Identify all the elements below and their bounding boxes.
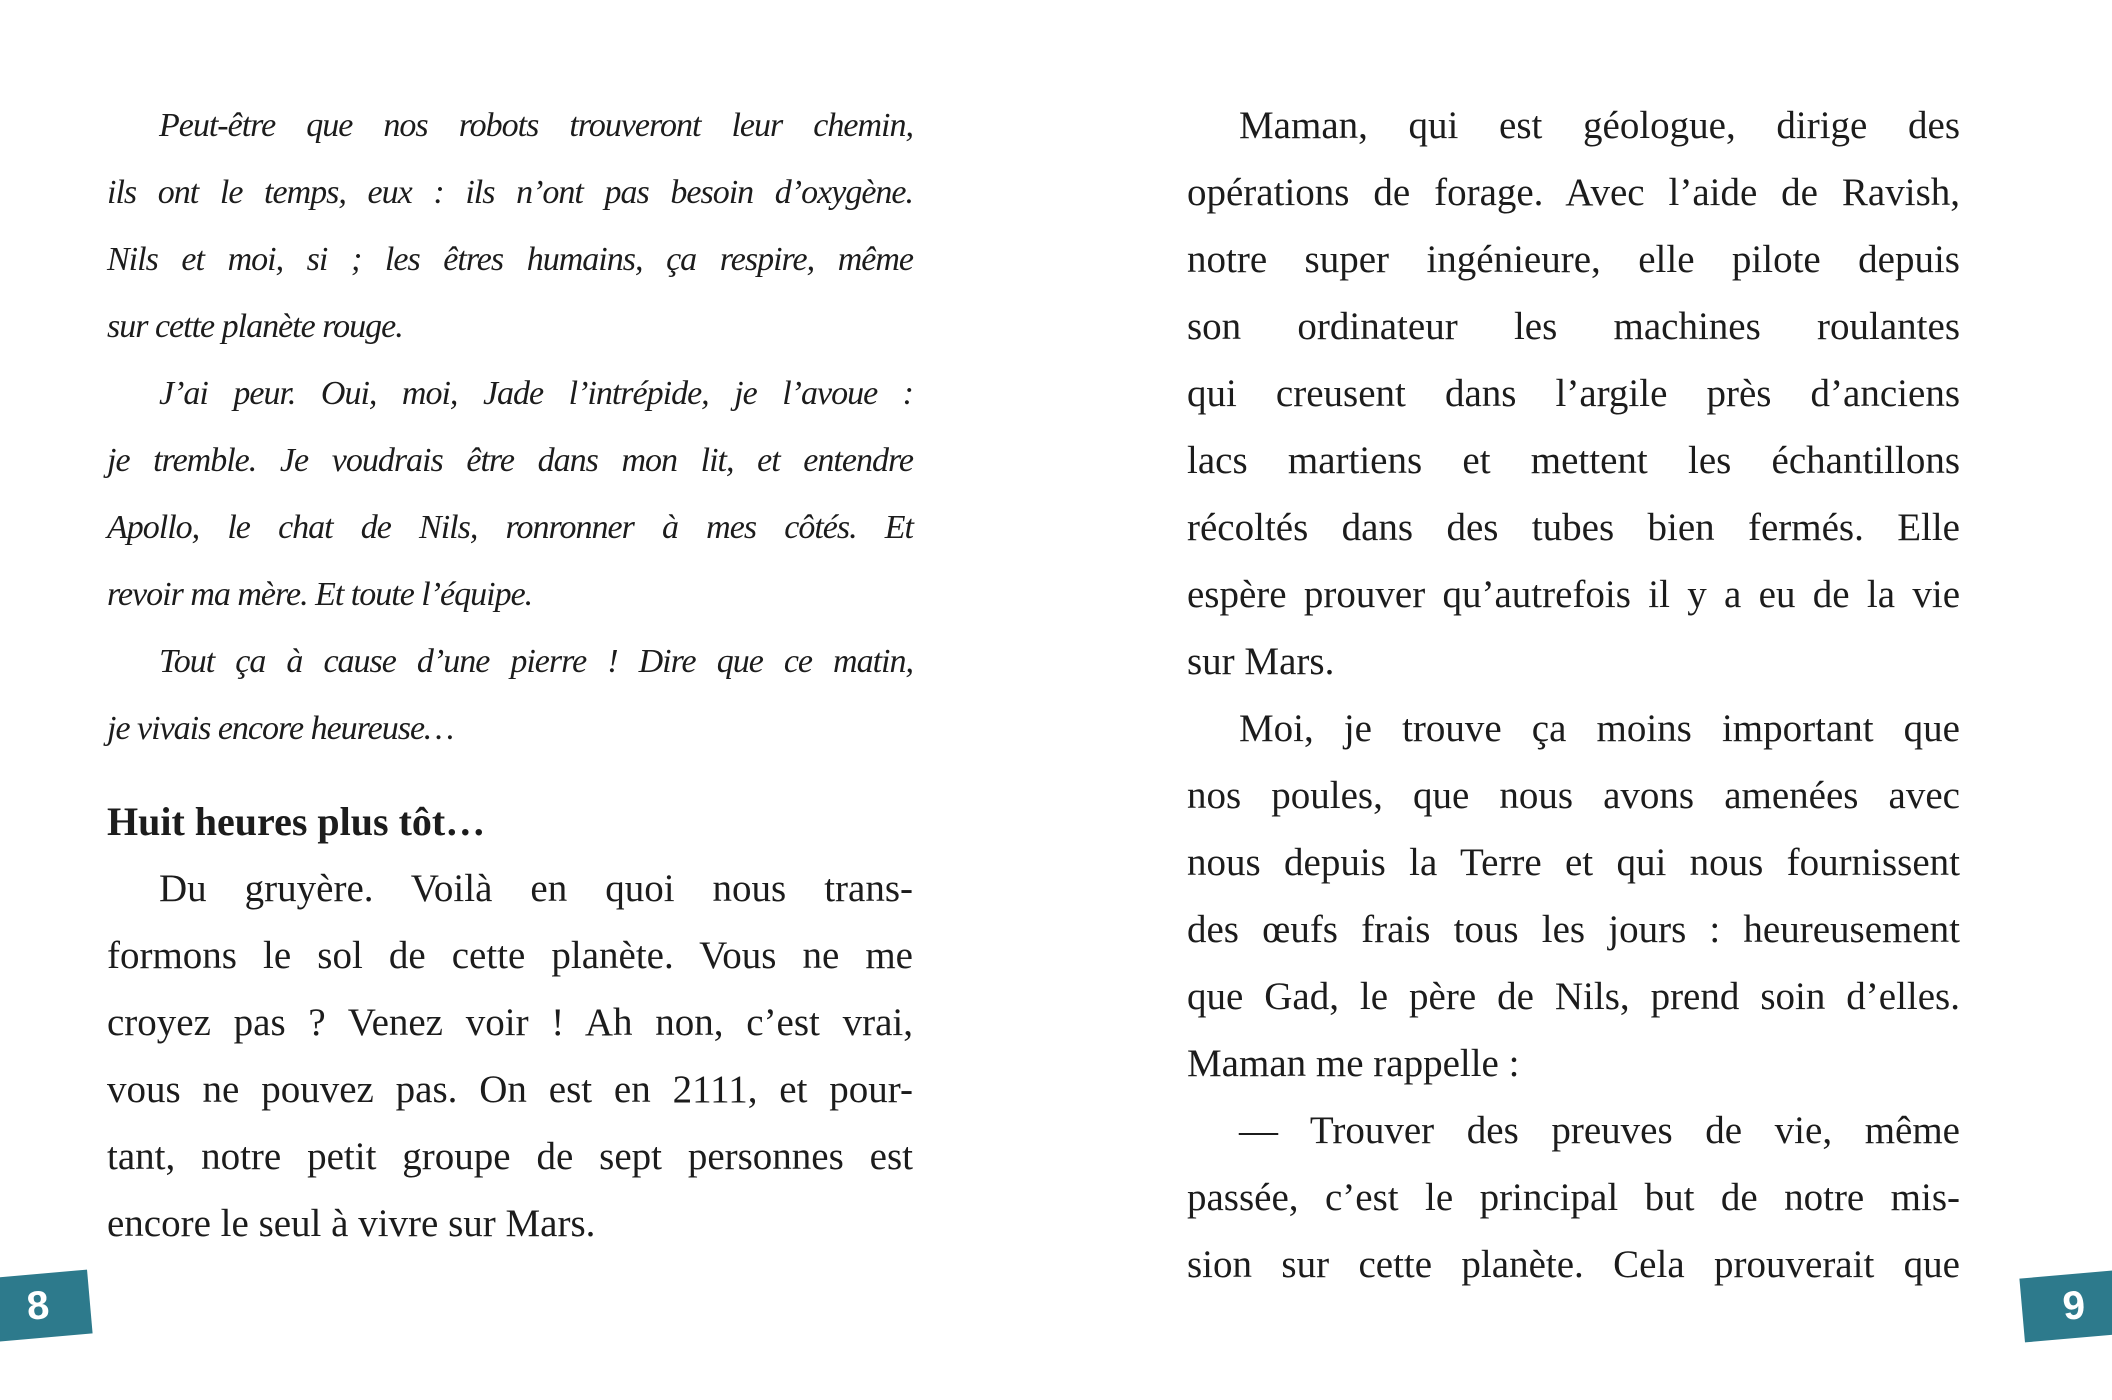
section-heading <box>107 788 913 855</box>
paragraph <box>107 628 913 762</box>
page-number-tab-right <box>2019 1270 2112 1343</box>
text-line: des œufs frais tous les jours : heureusement <box>1187 908 1960 951</box>
page-number-right: 9 <box>2060 1282 2087 1329</box>
text-line: passée, c’est le principal but de notre mis- <box>1187 1176 1960 1219</box>
text-line: nous depuis la Terre et qui nous fournissent <box>1187 841 1960 884</box>
text-line: encore le seul à vivre sur Mars. <box>107 1202 596 1245</box>
text-line: sion sur cette planète. Cela prouverait que <box>1187 1243 1960 1286</box>
paragraph <box>107 92 913 360</box>
paragraph <box>107 360 913 628</box>
text-line: Apollo, le chat de Nils, ronronner à mes côtés. Et <box>107 509 913 546</box>
text-line: Moi, je trouve ça moins important que <box>1239 707 1960 750</box>
page-right-text-column <box>1187 92 1960 1298</box>
text-line: Tout ça à cause d’une pierre ! Dire que ce matin, <box>159 643 913 680</box>
text-line: formons le sol de cette planète. Vous ne me <box>107 934 913 977</box>
text-line: récoltés dans des tubes bien fermés. Elle <box>1187 506 1960 549</box>
text-line: Peut-être que nos robots trouveront leur chemin, <box>159 107 913 144</box>
text-line: Huit heures plus tôt… <box>107 799 486 844</box>
text-line: opérations de forage. Avec l’aide de Ravish, <box>1187 171 1960 214</box>
text-line: lacs martiens et mettent les échantillons <box>1187 439 1960 482</box>
text-line: sur cette planète rouge. <box>107 308 403 345</box>
text-line: notre super ingénieure, elle pilote depuis <box>1187 238 1960 281</box>
text-line: qui creusent dans l’argile près d’anciens <box>1187 372 1960 415</box>
paragraph <box>1187 695 1960 1097</box>
text-line: revoir ma mère. Et toute l’équipe. <box>107 576 533 613</box>
text-line: — Trouver des preuves de vie, même <box>1239 1109 1960 1152</box>
page-number-tab-left <box>0 1270 93 1343</box>
text-line: sur Mars. <box>1187 640 1335 683</box>
text-line: Maman me rappelle : <box>1187 1042 1520 1085</box>
text-line: vous ne pouvez pas. On est en 2111, et pour- <box>107 1068 913 1111</box>
text-line: je vivais encore heureuse… <box>107 710 454 747</box>
text-line: Maman, qui est géologue, dirige des <box>1239 104 1960 147</box>
text-line: je tremble. Je voudrais être dans mon lit, et entendre <box>107 442 913 479</box>
page-left-text-column <box>107 92 913 1257</box>
text-line: J’ai peur. Oui, moi, Jade l’intrépide, je l’avoue : <box>159 375 913 412</box>
page-number-left: 8 <box>24 1282 51 1329</box>
paragraph <box>1187 92 1960 695</box>
text-line: Nils et moi, si ; les êtres humains, ça respire, même <box>107 241 913 278</box>
text-line: Du gruyère. Voilà en quoi nous trans- <box>159 867 913 910</box>
text-line: tant, notre petit groupe de sept personnes est <box>107 1135 913 1178</box>
text-line: espère prouver qu’autrefois il y a eu de la vie <box>1187 573 1960 616</box>
text-line: ils ont le temps, eux : ils n’ont pas besoin d’oxygène. <box>107 174 913 211</box>
paragraph <box>1187 1097 1960 1298</box>
paragraph <box>107 855 913 1257</box>
text-line: croyez pas ? Venez voir ! Ah non, c’est vrai, <box>107 1001 913 1044</box>
text-line: nos poules, que nous avons amenées avec <box>1187 774 1960 817</box>
text-line: que Gad, le père de Nils, prend soin d’elles. <box>1187 975 1960 1018</box>
text-line: son ordinateur les machines roulantes <box>1187 305 1960 348</box>
